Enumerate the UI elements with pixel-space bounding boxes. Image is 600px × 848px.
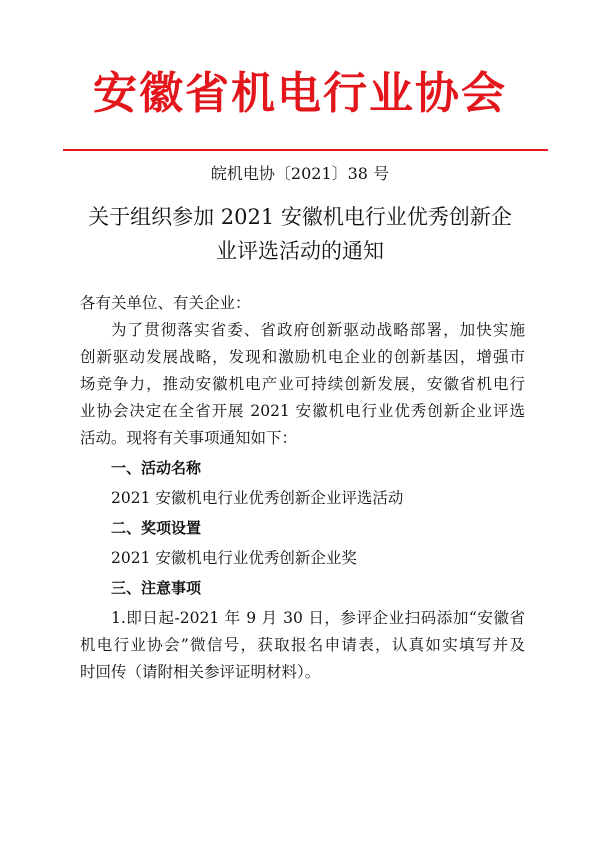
red-divider [63,149,548,151]
section-3-line: 1.即日起-2021 年 9 月 30 日，参评企业扫码添加“安徽省 [111,609,525,627]
title-line-2: 业评选活动的通知 [216,239,384,263]
section-2-heading: 二、奖项设置 [111,519,202,537]
intro-paragraph-line: 场竞争力，推动安徽机电产业可持续创新发展，安徽省机电行 [80,375,525,393]
document-body [80,290,525,686]
section-3-line: 机电行业协会”微信号，获取报名申请表，认真如实填写并及 [80,636,525,654]
intro-paragraph-line: 业协会决定在全省开展 2021 安徽机电行业优秀创新企业评选 [80,402,525,420]
section-3-heading: 三、注意事项 [111,579,202,597]
intro-paragraph-line: 创新驱动发展战略，发现和激励机电企业的创新基因，增强市 [80,348,525,366]
document-title [70,200,530,268]
intro-paragraph-line: 为了贯彻落实省委、省政府创新驱动战略部署，加快实施 [111,321,525,339]
intro-paragraph-line: 活动。现将有关事项通知如下： [80,429,298,447]
organization-title: 安徽省机电行业协会 [93,68,507,119]
document-number: 皖机电协〔2021〕38 号 [210,164,390,183]
section-1-text: 2021 安徽机电行业优秀创新企业评选活动 [111,489,404,507]
section-3-line: 时回传（请附相关参评证明材料）。 [80,663,321,681]
salutation: 各有关单位、有关企业： [80,294,251,312]
section-1-heading: 一、活动名称 [111,459,202,477]
title-line-1: 关于组织参加 2021 安徽机电行业优秀创新企 [88,205,512,229]
section-2-text: 2021 安徽机电行业优秀创新企业奖 [111,549,357,567]
